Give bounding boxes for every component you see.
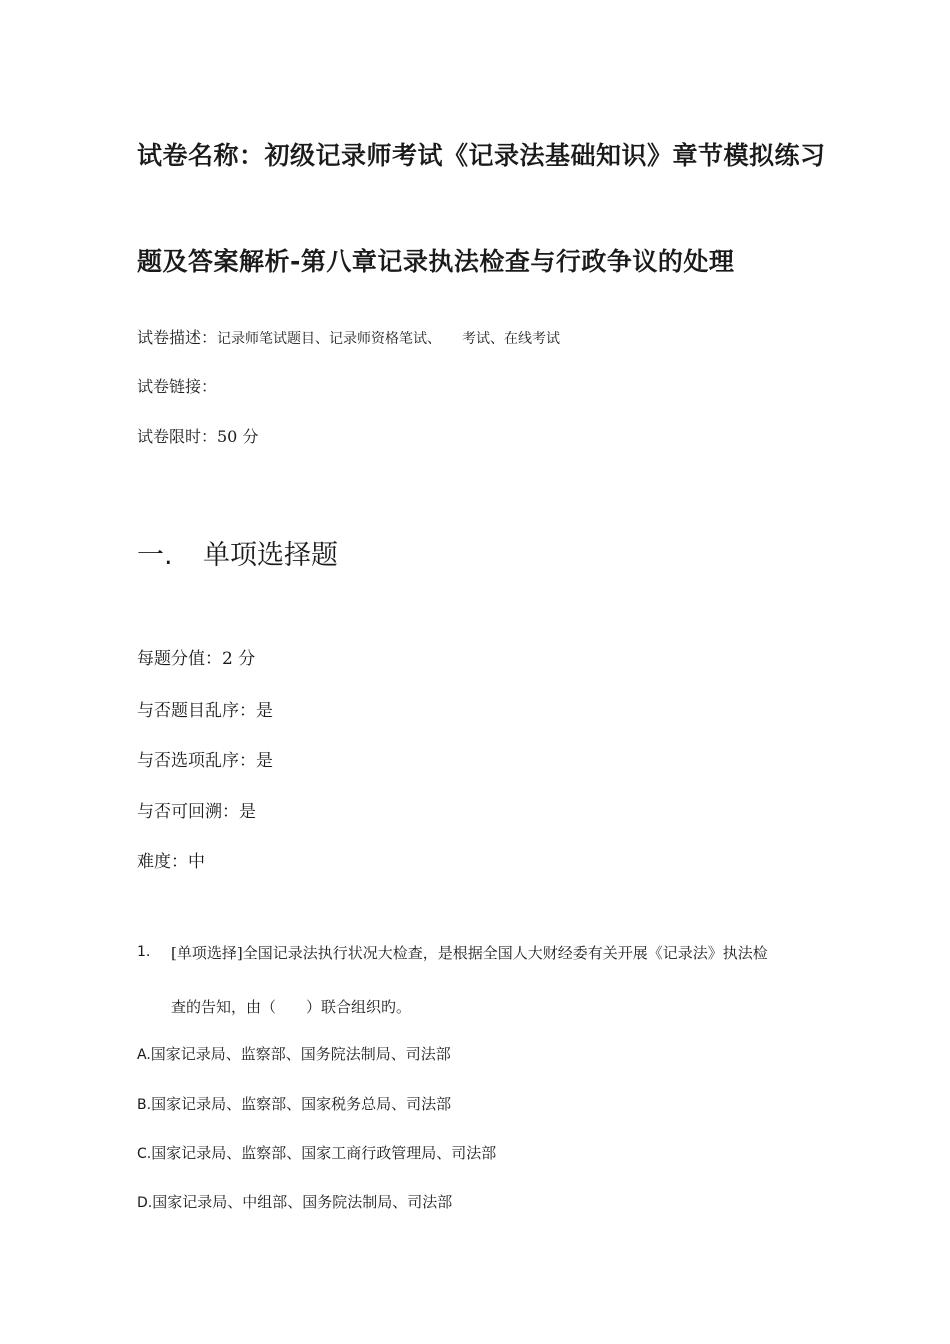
option-letter: C. <box>137 1146 152 1162</box>
option-text: 国家记录局、监察部、国家税务总局、司法部 <box>151 1095 452 1113</box>
section-title: 单项选择题 <box>203 540 338 571</box>
doc-time-limit: 试卷限时：50 分 <box>137 427 259 446</box>
section-heading <box>137 533 338 572</box>
doc-title-line-1: 试卷名称：初级记录师考试《记录法基础知识》章节模拟练习 <box>137 141 826 170</box>
option-letter: D. <box>137 1195 153 1211</box>
option-c[interactable] <box>137 1142 496 1163</box>
description-value: 记录师笔试题目、记录师资格笔试、 考试、在线考试 <box>217 331 561 347</box>
option-letter: B. <box>137 1097 152 1113</box>
doc-description <box>137 325 560 348</box>
option-a[interactable] <box>137 1043 451 1064</box>
info-shuffle-options: 与否选项乱序：是 <box>137 751 273 771</box>
info-score: 每题分值：2 分 <box>137 649 256 669</box>
description-label: 试卷描述： <box>137 328 218 347</box>
doc-link: 试卷链接： <box>137 377 218 396</box>
section-number: 一. <box>137 540 173 571</box>
option-letter: A. <box>137 1047 151 1063</box>
question-text-line-1: [单项选择]全国记录法执行状况大检查，是根据全国人大财经委有关开展《记录法》执法检 <box>171 944 768 962</box>
option-b[interactable] <box>137 1093 451 1114</box>
info-shuffle-questions: 与否题目乱序：是 <box>137 701 273 721</box>
info-backtrack: 与否可回溯：是 <box>137 802 256 822</box>
option-text: 国家记录局、监察部、国家工商行政管理局、司法部 <box>151 1144 497 1162</box>
option-text: 国家记录局、中组部、国务院法制局、司法部 <box>152 1193 453 1211</box>
doc-title-line-2: 题及答案解析-第八章记录执法检查与行政争议的处理 <box>137 247 735 276</box>
info-difficulty: 难度：中 <box>137 852 205 872</box>
question-text-line-2: 查的告知，由（ ）联合组织旳。 <box>171 998 412 1016</box>
option-text: 国家记录局、监察部、国务院法制局、司法部 <box>150 1045 451 1063</box>
question-number: 1. <box>137 944 151 960</box>
option-d[interactable] <box>137 1191 452 1212</box>
